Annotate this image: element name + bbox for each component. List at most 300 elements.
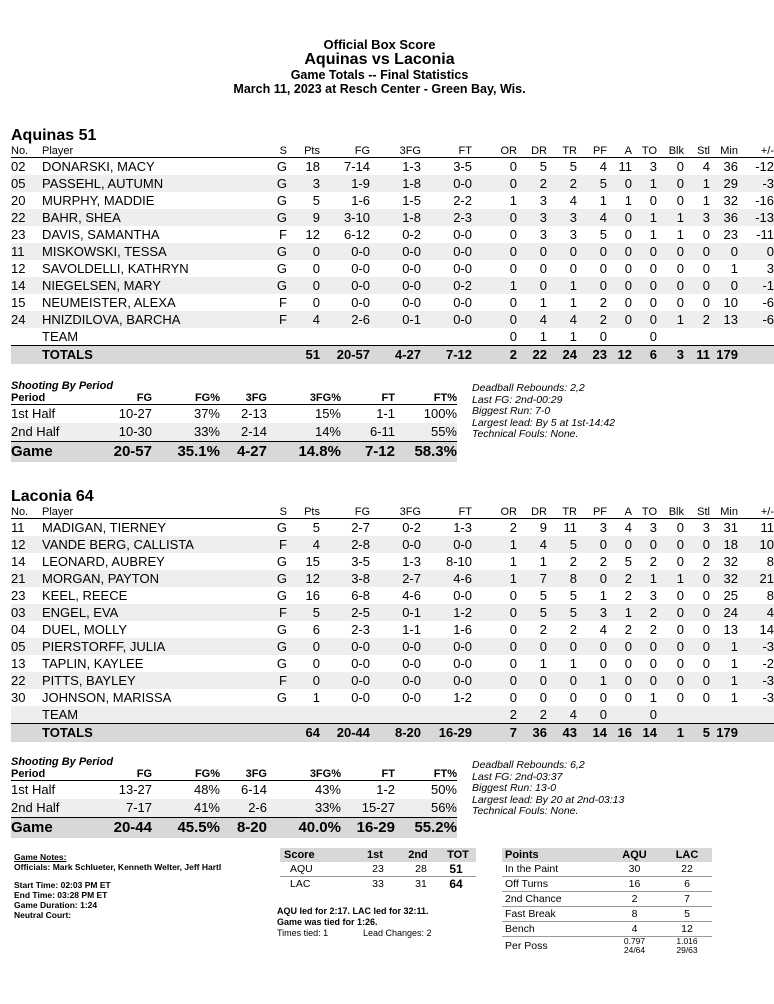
plus-minus: -3 [738, 672, 774, 689]
defensive-rebounds: 1 [539, 554, 547, 569]
column-header-offensive-rebounds: OR [472, 145, 517, 158]
personal-fouls: 1 [599, 193, 607, 208]
blocks: 0 [657, 672, 684, 689]
total-free-throws: 16-29 [421, 724, 472, 742]
field-goals: 2-6 [320, 311, 370, 328]
free-throws: 0-0 [453, 295, 472, 310]
assists: 0 [624, 227, 632, 242]
column-header-defensive-rebounds: DR [517, 145, 547, 158]
turnovers: 1 [649, 227, 657, 242]
team-note: Largest lead: By 5 at 1st-14:42 [472, 416, 616, 429]
period-caption: Shooting By Period [11, 756, 114, 768]
turnovers: 0 [632, 706, 657, 724]
free-throws: 0-0 [421, 638, 472, 655]
player-name: JOHNSON, MARISSA [42, 690, 172, 705]
three-pointers: 1-1 [402, 622, 421, 637]
points-category: 2nd Chance [502, 892, 607, 907]
period-header-field-goal-pct: FG% [152, 392, 220, 405]
period-header-period: Period [11, 392, 91, 405]
jersey-number: 24 [11, 311, 42, 328]
personal-fouls: 0 [577, 536, 607, 553]
starter-position: G [276, 622, 287, 637]
assists: 0 [624, 261, 632, 276]
minutes: 31 [723, 520, 738, 535]
minutes: 1 [710, 638, 738, 655]
report-subtitle: Game Totals -- Final Statistics [290, 68, 469, 82]
field-goals: 13-27 [118, 782, 152, 797]
blocks: 0 [676, 261, 684, 276]
assists: 11 [618, 159, 632, 174]
blocks: 0 [657, 638, 684, 655]
three-pointers: 1-3 [402, 159, 421, 174]
blocks: 0 [676, 656, 684, 671]
three-pointers: 0-2 [402, 520, 421, 535]
plus-minus: -11 [756, 227, 774, 242]
minutes: 1 [710, 672, 738, 689]
offensive-rebounds: 0 [509, 329, 517, 344]
lac-per-poss [662, 937, 712, 956]
blocks: 0 [676, 193, 684, 208]
column-header-field-goals: FG [320, 145, 370, 158]
steals: 0 [684, 570, 710, 587]
player-name: PITTS, BAYLEY [42, 672, 262, 689]
blocks: 0 [676, 554, 684, 569]
assists: 4 [624, 520, 632, 535]
starter-position: F [262, 536, 287, 553]
points: 12 [287, 570, 320, 587]
steals: 3 [702, 520, 710, 535]
totals-spacer [262, 346, 287, 364]
field-goals: 2-7 [351, 520, 370, 535]
player-name: MORGAN, PAYTON [42, 570, 262, 587]
starter-position: G [276, 261, 287, 276]
field-goals: 1-9 [320, 175, 370, 192]
aqu-per-poss-ratio: 0.797 [623, 936, 646, 946]
turnovers: 0 [632, 311, 657, 328]
lac-per-poss-fraction: 29/63 [676, 945, 698, 955]
offensive-rebounds: 0 [472, 243, 517, 260]
total-rebounds: 5 [547, 536, 577, 553]
defensive-rebounds: 5 [539, 159, 547, 174]
period-header-field-goals: FG [91, 768, 152, 781]
starter-position: F [262, 672, 287, 689]
team-note: Last FG: 2nd-03:37 [472, 770, 563, 783]
game-free-throws: 7-12 [341, 442, 395, 463]
period: 1st Half [11, 406, 56, 421]
assists: 0 [624, 295, 632, 310]
personal-fouls: 0 [599, 656, 607, 671]
player-name: BAHR, SHEA [42, 209, 262, 226]
blocks: 1 [657, 209, 684, 226]
free-throw-pct: 50% [430, 782, 457, 797]
shooting-by-period-aquinas [11, 380, 457, 462]
total-defensive-rebounds: 22 [517, 346, 547, 364]
minutes: 36 [710, 209, 738, 226]
game-notes [14, 852, 274, 920]
player-name: HNIZDILOVA, BARCHA [42, 311, 262, 328]
total-rebounds: 1 [569, 329, 577, 344]
three-pointers: 0-0 [402, 690, 421, 705]
offensive-rebounds: 0 [472, 311, 517, 328]
plus-minus: -3 [738, 638, 774, 655]
field-goals: 7-17 [91, 799, 152, 818]
steals: 0 [702, 588, 710, 603]
points: 0 [287, 277, 320, 294]
total-rebounds: 3 [569, 227, 577, 242]
free-throws: 0-0 [421, 175, 472, 192]
defensive-rebounds: 5 [539, 588, 547, 603]
total-personal-fouls: 23 [577, 346, 607, 364]
score-header: Score [280, 848, 350, 862]
period-table [11, 392, 457, 462]
offensive-rebounds: 0 [509, 588, 517, 603]
column-header-personal-fouls: PF [577, 506, 607, 519]
offensive-rebounds: 0 [472, 209, 517, 226]
jersey-number: 12 [11, 261, 26, 276]
three-pointers: 4-6 [402, 588, 421, 603]
turnovers: 0 [632, 672, 657, 689]
three-pointers: 1-3 [402, 554, 421, 569]
team-notes-laconia [472, 760, 752, 818]
starter-position: G [262, 570, 287, 587]
total-rebounds: 0 [547, 638, 577, 655]
total-rebounds: 1 [547, 277, 577, 294]
assists: 0 [607, 536, 632, 553]
field-goals: 6-12 [343, 227, 370, 242]
offensive-rebounds: 2 [509, 520, 517, 535]
offensive-rebounds: 0 [472, 638, 517, 655]
lac-points: 7 [662, 892, 712, 907]
game-three-point-pct: 14.8% [267, 442, 341, 463]
steals: 0 [702, 227, 710, 242]
free-throws: 0-0 [421, 536, 472, 553]
turnovers: 0 [649, 261, 657, 276]
plus-minus: -16 [755, 193, 774, 208]
column-header-jersey-number: No. [11, 145, 42, 158]
player-row [11, 638, 774, 655]
personal-fouls: 2 [577, 311, 607, 328]
team-note: Last FG: 2nd-00:29 [472, 393, 563, 406]
plus-minus: 14 [759, 622, 774, 637]
jersey-number: 15 [11, 295, 26, 310]
total-offensive-rebounds: 2 [472, 346, 517, 364]
aqu-points: 30 [607, 862, 662, 877]
field-goals: 7-14 [343, 159, 370, 174]
column-header-player-name: Player [42, 506, 262, 519]
period: 2nd Half [11, 799, 91, 818]
defensive-rebounds: 3 [539, 227, 547, 242]
offensive-rebounds: 2 [472, 706, 517, 724]
field-goals: 3-5 [351, 554, 370, 569]
column-header-jersey-number: No. [11, 506, 42, 519]
starter-position [262, 328, 287, 346]
column-header-blocks: Blk [657, 145, 684, 158]
total-rebounds: 5 [569, 159, 577, 174]
field-goals: 2-3 [351, 622, 370, 637]
steals: 4 [702, 159, 710, 174]
total-header: TOT [436, 848, 476, 862]
free-throws: 2-2 [453, 193, 472, 208]
player-row [11, 209, 774, 226]
starter-position: G [276, 520, 287, 535]
first-half-score: 33 [372, 878, 384, 890]
column-header-turnovers: TO [632, 506, 657, 519]
aqu-per-poss-fraction: 24/64 [623, 945, 646, 955]
blocks: 0 [676, 520, 684, 535]
free-throws: 0-0 [421, 311, 472, 328]
column-header-blocks: Blk [657, 506, 684, 519]
column-header-points: Pts [287, 506, 320, 519]
three-pointers: 0-0 [370, 277, 421, 294]
total-score: 64 [449, 877, 463, 891]
plus-minus [738, 328, 774, 346]
blocks [657, 706, 684, 724]
jersey-number: 11 [11, 520, 25, 535]
steals: 3 [684, 209, 710, 226]
points: 4 [287, 536, 320, 553]
steals: 0 [702, 622, 710, 637]
second-half-header: 2nd [396, 848, 436, 862]
total-field-goals: 20-44 [320, 724, 370, 742]
lac-points: 22 [662, 862, 712, 877]
jersey-number: 20 [11, 193, 26, 208]
free-throws [421, 706, 472, 724]
field-goals: 10-27 [118, 406, 152, 421]
field-goal-pct: 41% [152, 799, 220, 818]
lac-points: 5 [662, 907, 712, 922]
defensive-rebounds: 1 [539, 329, 547, 344]
column-header-steals: Stl [684, 506, 710, 519]
turnovers: 0 [632, 243, 657, 260]
assists: 2 [607, 570, 632, 587]
steals: 2 [702, 554, 710, 569]
steals [684, 328, 710, 346]
column-header-defensive-rebounds: DR [517, 506, 547, 519]
turnovers: 0 [649, 329, 657, 344]
total-turnovers: 6 [632, 346, 657, 364]
defensive-rebounds: 2 [517, 175, 547, 192]
points-category: Fast Break [502, 907, 607, 922]
minutes: 32 [723, 193, 738, 208]
starter-position: F [279, 227, 287, 242]
blocks: 0 [676, 622, 684, 637]
starter-position: G [276, 159, 287, 174]
total-total-rebounds: 24 [547, 346, 577, 364]
game-duration: Game Duration: 1:24 [14, 900, 98, 910]
minutes: 0 [710, 277, 738, 294]
column-header-starter-position: S [262, 145, 287, 158]
starter-position: G [276, 554, 287, 569]
offensive-rebounds: 1 [472, 536, 517, 553]
turnovers: 0 [632, 638, 657, 655]
starter-position: G [262, 209, 287, 226]
total-rebounds: 8 [547, 570, 577, 587]
offensive-rebounds: 0 [472, 175, 517, 192]
turnovers: 0 [632, 536, 657, 553]
game-total-row [11, 818, 457, 839]
column-header-field-goals: FG [320, 506, 370, 519]
player-row [11, 175, 774, 192]
free-throws: 0-0 [421, 243, 472, 260]
turnovers: 0 [649, 656, 657, 671]
defensive-rebounds: 2 [517, 706, 547, 724]
period-header-free-throw-pct: FT% [395, 392, 457, 405]
minutes: 13 [723, 622, 738, 637]
team-note: Technical Fouls: None. [472, 805, 579, 817]
points [287, 328, 320, 346]
assists: 5 [624, 554, 632, 569]
player-name: MURPHY, MADDIE [42, 193, 155, 208]
three-point-pct: 33% [267, 799, 341, 818]
steals: 0 [684, 536, 710, 553]
offensive-rebounds: 0 [509, 622, 517, 637]
total-assists: 12 [607, 346, 632, 364]
defensive-rebounds: 3 [517, 209, 547, 226]
minutes: 23 [723, 227, 738, 242]
total-blocks: 3 [657, 346, 684, 364]
jersey-number: 13 [11, 656, 26, 671]
free-throws: 0-0 [453, 656, 472, 671]
game-period: Game [11, 442, 91, 463]
three-pointers: 2-6 [220, 799, 267, 818]
field-goals: 2-5 [320, 604, 370, 621]
starter-position: G [262, 638, 287, 655]
points: 0 [312, 295, 320, 310]
minutes: 1 [730, 656, 738, 671]
free-throws: 2-3 [421, 209, 472, 226]
free-throw-pct: 100% [423, 406, 457, 421]
field-goals: 6-8 [351, 588, 370, 603]
total-points: 51 [287, 346, 320, 364]
box-score-table [11, 145, 774, 364]
points: 12 [305, 227, 320, 242]
field-goals: 10-30 [91, 423, 152, 442]
free-throws: 1-6 [453, 622, 472, 637]
total-rebounds: 11 [563, 520, 577, 535]
minutes: 25 [723, 588, 738, 603]
total-defensive-rebounds: 36 [517, 724, 547, 742]
player-row [11, 519, 774, 537]
lac-per-poss-ratio: 1.016 [676, 936, 698, 946]
column-header-minutes: Min [710, 145, 738, 158]
points [287, 706, 320, 724]
total-plus-minus [738, 724, 774, 742]
total-plus-minus [738, 346, 774, 364]
total-assists: 16 [607, 724, 632, 742]
game-free-throw-pct: 55.2% [395, 818, 457, 839]
offensive-rebounds: 0 [509, 690, 517, 705]
field-goals: 0-0 [320, 277, 370, 294]
neutral-court: Neutral Court: [14, 910, 72, 920]
assists: 0 [607, 175, 632, 192]
assists: 2 [624, 622, 632, 637]
period-header-free-throws: FT [341, 392, 395, 405]
plus-minus: 0 [738, 243, 774, 260]
player-name: TEAM [42, 706, 262, 724]
team-note: Deadball Rebounds: 6,2 [472, 759, 585, 771]
jersey-number: 23 [11, 227, 26, 242]
totals-label: TOTALS [42, 724, 262, 742]
starter-position: G [276, 656, 287, 671]
column-header-starter-position: S [262, 506, 287, 519]
score-by-half [280, 848, 476, 891]
player-row [11, 277, 774, 294]
total-rebounds: 0 [569, 261, 577, 276]
team-note: Biggest Run: 7-0 [472, 405, 551, 417]
defensive-rebounds: 0 [517, 277, 547, 294]
player-row [11, 192, 774, 209]
total-score: 51 [436, 862, 476, 877]
plus-minus: -6 [738, 311, 774, 328]
lead-notes [277, 906, 477, 939]
free-throws: 1-2 [421, 604, 472, 621]
steals: 1 [684, 175, 710, 192]
points: 6 [312, 622, 320, 637]
points: 18 [305, 159, 320, 174]
period-header-three-point-pct: 3FG% [267, 768, 341, 781]
free-throws [421, 328, 472, 346]
steals: 0 [684, 672, 710, 689]
game-field-goal-pct: 35.1% [152, 442, 220, 463]
player-name: MISKOWSKI, TESSA [42, 243, 262, 260]
jersey-number: 22 [11, 672, 42, 689]
three-pointers: 0-0 [402, 295, 421, 310]
lead-changes: Lead Changes: 2 [363, 928, 432, 938]
jersey-number: 14 [11, 277, 42, 294]
team-note: Biggest Run: 13-0 [472, 782, 557, 794]
lac-header: LAC [662, 848, 712, 862]
personal-fouls: 3 [599, 520, 607, 535]
jersey-number: 03 [11, 604, 42, 621]
assists: 0 [624, 690, 632, 705]
three-pointers: 2-14 [220, 423, 267, 442]
game-three-pointers: 8-20 [220, 818, 267, 839]
aqu-header: AQU [607, 848, 662, 862]
blocks: 0 [657, 536, 684, 553]
three-pointers: 1-5 [402, 193, 421, 208]
minutes: 32 [723, 554, 738, 569]
plus-minus: 8 [766, 588, 774, 603]
first-half-header: 1st [350, 848, 396, 862]
player-name: KEEL, REECE [42, 588, 128, 603]
player-row [11, 158, 774, 176]
total-offensive-rebounds: 7 [472, 724, 517, 742]
turnovers: 1 [632, 570, 657, 587]
points: 16 [305, 588, 320, 603]
total-free-throws: 7-12 [421, 346, 472, 364]
three-pointers [370, 328, 421, 346]
player-name: PIERSTORFF, JULIA [42, 638, 262, 655]
player-name: NEUMEISTER, ALEXA [42, 295, 176, 310]
steals: 0 [684, 604, 710, 621]
field-goals: 0-0 [351, 295, 370, 310]
field-goal-pct: 33% [152, 423, 220, 442]
blocks: 0 [657, 277, 684, 294]
box-score-table [11, 506, 774, 742]
column-header-free-throws: FT [421, 506, 472, 519]
steals: 0 [702, 295, 710, 310]
turnovers: 2 [649, 622, 657, 637]
field-goals: 0-0 [320, 638, 370, 655]
turnovers: 3 [649, 520, 657, 535]
defensive-rebounds: 9 [539, 520, 547, 535]
total-rebounds: 0 [547, 243, 577, 260]
times-tied: Times tied: 1 [277, 928, 329, 938]
offensive-rebounds: 1 [509, 193, 517, 208]
blocks: 0 [676, 159, 684, 174]
plus-minus: -2 [762, 656, 774, 671]
three-point-pct: 15% [314, 406, 341, 421]
